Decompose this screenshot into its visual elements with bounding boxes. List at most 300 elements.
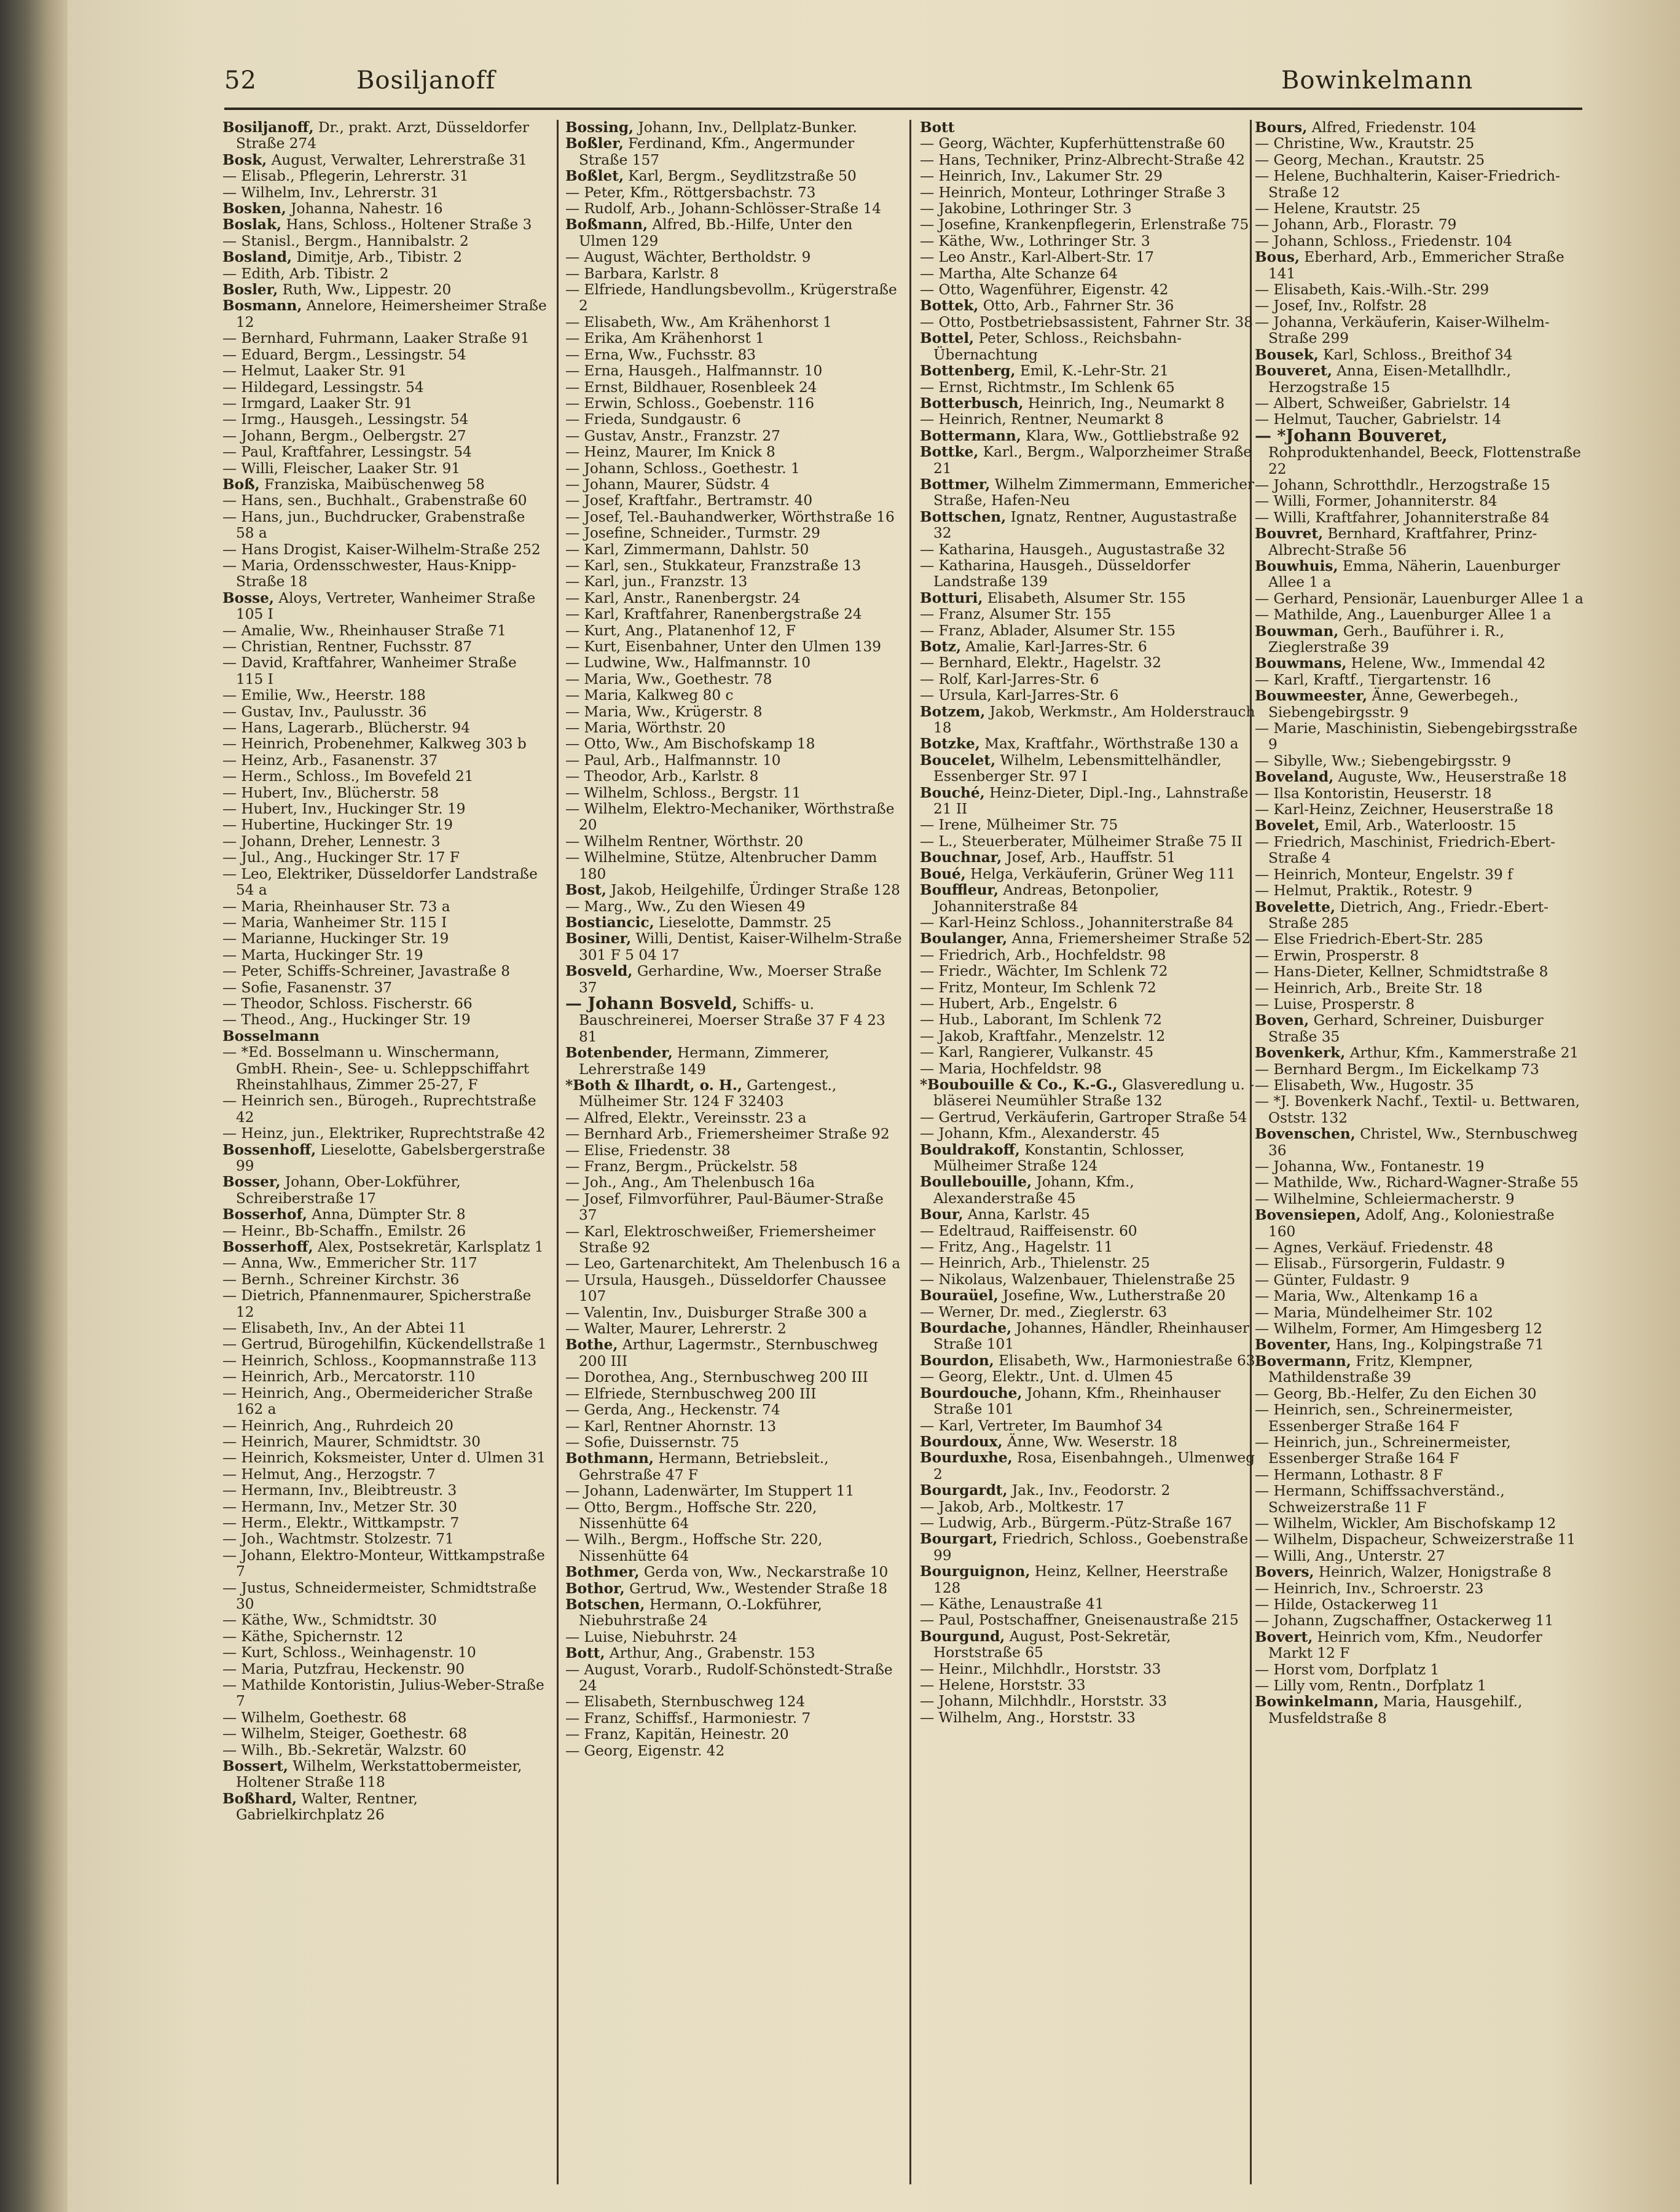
entry-details: — Dietrich, Pfannenmaurer, Spicherstraße 12 xyxy=(222,1287,532,1320)
entry-surname: Boßlet, xyxy=(565,168,624,185)
directory-entry xyxy=(920,1629,1257,1661)
directory-entry xyxy=(1255,948,1584,964)
directory-entry xyxy=(1255,834,1584,867)
directory-entry xyxy=(1255,1354,1584,1386)
column-divider xyxy=(557,120,559,2184)
directory-entry xyxy=(920,298,1257,314)
directory-entry xyxy=(222,1467,547,1483)
entry-details: Emil, Arb., Waterloostr. 15 xyxy=(1319,817,1517,834)
entry-details: Christel, Ww., Sternbuschweg 36 xyxy=(1268,1126,1578,1159)
directory-entry xyxy=(920,1418,1257,1434)
directory-entry xyxy=(222,915,547,931)
entry-details: — Wilh., Bergm., Hoffsche Str. 220, Nissenhütte 64 xyxy=(565,1531,823,1564)
entry-details: — Alfred, Elektr., Vereinsstr. 23 a xyxy=(565,1109,807,1126)
book-spine-shadow xyxy=(0,0,68,2212)
entry-surname: Bosiner, xyxy=(565,930,632,947)
directory-entry xyxy=(920,931,1257,947)
entry-details: Konstantin, Schlosser, Mülheimer Straße 124 xyxy=(933,1141,1185,1174)
entry-details: — Gerhard, Pensionär, Lauenburger Allee 1 a xyxy=(1255,590,1584,607)
directory-entry xyxy=(222,996,547,1012)
entry-details: — Theodor, Arb., Karlstr. 8 xyxy=(565,768,759,785)
entry-surname: Bottke, xyxy=(920,444,979,461)
entry-details: — Elisab., Fürsorgerin, Fuldastr. 9 xyxy=(1255,1255,1505,1273)
entry-details: — Franz, Kapitän, Heinestr. 20 xyxy=(565,1726,789,1743)
entry-details: August, Post-Sekretär, Horststraße 65 xyxy=(933,1628,1171,1661)
directory-entry xyxy=(920,168,1257,184)
directory-entry xyxy=(565,996,903,1045)
directory-entry xyxy=(920,1077,1257,1110)
entry-details: — Hans, jun., Buchdrucker, Grabenstraße 58 a xyxy=(222,508,525,542)
directory-entry xyxy=(565,639,903,655)
directory-entry xyxy=(1255,1045,1584,1061)
entry-surname: Bott, xyxy=(565,1645,605,1662)
entry-details: — Irmg., Hausgeh., Lessingstr. 54 xyxy=(222,411,469,428)
directory-entry xyxy=(565,623,903,639)
entry-surname: Bouchnar, xyxy=(920,849,1002,866)
directory-entry xyxy=(1255,168,1584,201)
directory-entry xyxy=(920,704,1257,737)
directory-entry xyxy=(222,980,547,996)
entry-surname: Bour, xyxy=(920,1206,964,1223)
entry-details: — Lilly vom, Rentn., Dorfplatz 1 xyxy=(1255,1677,1486,1694)
directory-entry xyxy=(565,1564,903,1580)
directory-entry xyxy=(565,1175,903,1191)
directory-entry xyxy=(1255,1191,1584,1207)
directory-entry xyxy=(1255,1337,1584,1353)
directory-entry xyxy=(920,639,1257,655)
entry-details: — Peter, Kfm., Röttgersbachstr. 73 xyxy=(565,184,816,201)
entry-details: Willi, Dentist, Kaiser-Wilhelm-Straße 301 F 5 04 17 xyxy=(579,930,902,963)
entry-details: — Georg, Bb.-Helfer, Zu den Eichen 30 xyxy=(1255,1385,1537,1402)
directory-entry xyxy=(920,1661,1257,1677)
entry-details: — Maria, Mündelheimer Str. 102 xyxy=(1255,1304,1493,1321)
entry-details: — Christine, Ww., Krautstr. 25 xyxy=(1255,135,1475,152)
directory-entry xyxy=(1255,347,1584,363)
directory-entry xyxy=(1255,1126,1584,1159)
directory-entry xyxy=(920,396,1257,412)
entry-surname: Bouwmans, xyxy=(1255,655,1347,672)
directory-entry xyxy=(565,769,903,785)
entry-details: Auguste, Ww., Heuserstraße 18 xyxy=(1333,769,1567,786)
entry-surname: Bourgund, xyxy=(920,1628,1005,1645)
entry-surname: Bovert, xyxy=(1255,1628,1313,1645)
directory-entry xyxy=(222,1629,547,1645)
entry-details: — Johanna, Ww., Fontanestr. 19 xyxy=(1255,1158,1485,1175)
directory-entry xyxy=(1255,1305,1584,1321)
directory-entry xyxy=(565,1386,903,1402)
entry-details: — Heinrich, Maurer, Schmidtstr. 30 xyxy=(222,1433,481,1450)
directory-entry xyxy=(565,688,903,704)
directory-entry xyxy=(565,672,903,688)
entry-details: — Karl, Elektroschweißer, Friemersheimer Straße 92 xyxy=(565,1223,876,1257)
entry-details: — Sibylle, Ww.; Siebengebirgsstr. 9 xyxy=(1255,752,1511,769)
entry-details: — Elisabeth, Ww., Am Krähenhorst 1 xyxy=(565,313,832,331)
entry-details: — Gertrud, Verkäuferin, Gartroper Straße 54 xyxy=(920,1108,1247,1126)
entry-details: — Maria, Wanheimer Str. 115 I xyxy=(222,914,447,931)
entry-details: Hermann, Zimmerer, Lehrerstraße 149 xyxy=(579,1045,830,1078)
directory-entry xyxy=(222,493,547,509)
directory-entry xyxy=(565,120,903,136)
directory-entry xyxy=(1255,1548,1584,1564)
entry-details: — Katharina, Hausgeh., Augustastraße 32 xyxy=(920,541,1225,558)
entry-details: — Wilh., Bb.-Sekretär, Walzstr. 60 xyxy=(222,1741,467,1759)
directory-entry xyxy=(1255,510,1584,526)
entry-details: — Maria, Ww., Goethestr. 78 xyxy=(565,670,772,688)
entry-details: — Johann, Kfm., Alexanderstr. 45 xyxy=(920,1125,1160,1142)
entry-surname: Bosserhof, xyxy=(222,1206,308,1223)
directory-entry xyxy=(920,477,1257,509)
entry-details: — Gustav, Anstr., Franzstr. 27 xyxy=(565,427,780,444)
entry-surname: Botzke, xyxy=(920,735,980,753)
entry-details: Fritz, Klempner, Mathildenstraße 39 xyxy=(1268,1352,1473,1386)
directory-entry xyxy=(565,1370,903,1386)
entry-details: Walter, Rentner, Gabrielkirchplatz 26 xyxy=(236,1790,418,1824)
entry-details: — *Ed. Bosselmann u. Winschermann, GmbH. Rhein-, See- u. Schleppschiffahrt Rheinstahlhaus, Zimmer 25-27, F xyxy=(222,1044,530,1093)
entry-details: — Wilhelmine, Stütze, Altenbrucher Damm 180 xyxy=(565,849,877,882)
directory-entry xyxy=(1255,298,1584,314)
entry-details: — Erna, Ww., Fuchsstr. 83 xyxy=(565,346,756,363)
entry-details: Wilhelm, Lebensmittelhändler, Essenberger Str. 97 I xyxy=(933,751,1222,785)
entry-details: — Hubert, Inv., Huckinger Str. 19 xyxy=(222,801,466,818)
entry-details: — Albert, Schweißer, Gabrielstr. 14 xyxy=(1255,394,1511,412)
directory-entry xyxy=(1255,559,1584,591)
entry-details: — Mathilde, Ang., Lauenburger Allee 1 a xyxy=(1255,606,1552,624)
entry-details: — Heinz, jun., Elektriker, Ruprechtstraße 42 xyxy=(222,1125,546,1142)
directory-entry xyxy=(1255,1062,1584,1078)
directory-entry xyxy=(222,623,547,639)
entry-details: — Ernst, Richtmstr., Im Schlenk 65 xyxy=(920,378,1175,396)
directory-entry xyxy=(920,590,1257,606)
directory-entry xyxy=(222,1012,547,1028)
entry-details: — Günter, Fuldastr. 9 xyxy=(1255,1271,1410,1288)
entry-details: Karl., Bergm., Walporzheimer Straße 21 xyxy=(933,444,1252,477)
entry-details: — Georg, Mechan., Krautstr. 25 xyxy=(1255,151,1485,168)
entry-details: — Helene, Horststr. 33 xyxy=(920,1677,1086,1693)
directory-entry xyxy=(1255,867,1584,883)
entry-details: — Luise, Prosperstr. 8 xyxy=(1255,995,1415,1013)
directory-entry xyxy=(565,899,903,915)
directory-entry xyxy=(920,655,1257,671)
directory-entry xyxy=(920,1450,1257,1483)
directory-entry xyxy=(1255,721,1584,753)
directory-entry xyxy=(1255,526,1584,559)
entry-surname: Boué, xyxy=(920,865,966,882)
entry-surname: Boulanger, xyxy=(920,930,1008,947)
entry-details: — August, Wächter, Bertholdstr. 9 xyxy=(565,249,811,266)
entry-details: — Franz, Ablader, Alsumer Str. 155 xyxy=(920,622,1176,639)
entry-details: — Elisabeth, Inv., An der Abtei 11 xyxy=(222,1320,467,1337)
directory-entry xyxy=(222,185,547,201)
entry-details: Johann, Kfm., Rheinhauser Straße 101 xyxy=(933,1384,1221,1418)
directory-entry xyxy=(1255,1402,1584,1435)
entry-details: Alex, Postsekretär, Karlsplatz 1 xyxy=(313,1239,544,1256)
entry-details: — Erwin, Prosperstr. 8 xyxy=(1255,947,1419,964)
directory-entry xyxy=(1255,997,1584,1013)
entry-details: — Barbara, Karlstr. 8 xyxy=(565,265,719,282)
entry-surname: Boullebouille, xyxy=(920,1174,1032,1191)
entry-details: — Walter, Maurer, Lehrerstr. 2 xyxy=(565,1320,787,1338)
entry-details: Anna, Dümpter Str. 8 xyxy=(307,1206,466,1223)
entry-details: Maria, Hausgehilf., Musfeldstraße 8 xyxy=(1268,1693,1523,1727)
entry-details: — Leo, Elektriker, Düsseldorfer Landstraße 54 a xyxy=(222,865,538,899)
entry-details: — Ursula, Karl-Jarres-Str. 6 xyxy=(920,687,1119,704)
entry-details: — Käthe, Ww., Lothringer Str. 3 xyxy=(920,232,1150,249)
directory-entry xyxy=(222,947,547,963)
directory-entry xyxy=(565,1256,903,1272)
entry-surname: Bourdouche, xyxy=(920,1384,1023,1402)
directory-entry xyxy=(920,185,1257,201)
entry-surname: Botschen, xyxy=(565,1596,645,1613)
entry-details: — Hans-Dieter, Kellner, Schmidtstraße 8 xyxy=(1255,963,1549,981)
entry-surname: Bosveld, xyxy=(565,963,633,980)
directory-entry xyxy=(565,249,903,265)
entry-details: — Karl, Rangierer, Vulkanstr. 45 xyxy=(920,1044,1154,1061)
directory-entry xyxy=(565,1662,903,1695)
directory-entry xyxy=(920,1320,1257,1353)
entry-details: — Willi, Former, Johanniterstr. 84 xyxy=(1255,493,1497,510)
directory-entry xyxy=(222,1418,547,1434)
entry-surname: Bourdon, xyxy=(920,1352,994,1369)
entry-surname: Bottmer, xyxy=(920,476,991,493)
entry-details: Rosa, Eisenbahngeh., Ulmenweg 2 xyxy=(933,1449,1255,1483)
entry-details: — Gustav, Inv., Paulusstr. 36 xyxy=(222,703,427,720)
entry-details: Ruth, Ww., Lippestr. 20 xyxy=(278,281,452,299)
directory-entry xyxy=(565,1402,903,1418)
directory-entry xyxy=(222,396,547,412)
directory-entry xyxy=(565,1451,903,1483)
entry-surname: Bouché, xyxy=(920,784,985,801)
directory-entry xyxy=(1255,1564,1584,1580)
entry-details: — Stanisl., Bergm., Hannibalstr. 2 xyxy=(222,232,469,249)
entry-details: Johanna, Nahestr. 16 xyxy=(286,200,443,218)
directory-entry xyxy=(920,509,1257,542)
directory-entry xyxy=(1255,1435,1584,1467)
entry-surname: Boucelet, xyxy=(920,751,996,769)
entry-details: — Franz, Alsumer Str. 155 xyxy=(920,606,1112,623)
directory-entry xyxy=(222,1126,547,1142)
entry-details: — Maria, Ww., Altenkamp 16 a xyxy=(1255,1288,1478,1305)
entry-surname: Bossert, xyxy=(222,1758,288,1775)
page-number: 52 xyxy=(224,66,257,95)
entry-surname: Bovelette, xyxy=(1255,898,1336,916)
entry-details: Eberhard, Arb., Emmericher Straße 141 xyxy=(1268,249,1564,282)
directory-entry xyxy=(1255,1013,1584,1045)
entry-details: — Maria, Ww., Krügerstr. 8 xyxy=(565,703,763,720)
entry-details: Karl, Bergm., Seydlitzstraße 50 xyxy=(624,168,857,185)
directory-entry xyxy=(565,542,903,558)
entry-details: — Anna, Ww., Emmericher Str. 117 xyxy=(222,1255,477,1272)
entry-details: — Wilhelm, Ang., Horststr. 33 xyxy=(920,1709,1136,1726)
entry-surname: Bouffleur, xyxy=(920,882,999,899)
entry-surname: Bossing, xyxy=(565,120,634,136)
entry-details: — Marie, Maschinistin, Siebengebirgsstraße 9 xyxy=(1255,720,1578,753)
entry-surname: Boven, xyxy=(1255,1012,1309,1029)
directory-entry xyxy=(222,1499,547,1515)
directory-entry xyxy=(565,509,903,525)
entry-details: — Wilhelm, Goethestr. 68 xyxy=(222,1709,407,1726)
column-divider xyxy=(909,120,911,2184)
directory-column-4 xyxy=(1255,120,1584,2190)
entry-surname: Bouldrakoff, xyxy=(920,1141,1020,1158)
entry-details: — Hubertine, Huckinger Str. 19 xyxy=(222,817,453,834)
directory-entry xyxy=(222,704,547,720)
entry-details: — Heinrich, Koksmeister, Unter d. Ulmen 31 xyxy=(222,1449,546,1467)
entry-details: Arthur, Lagermstr., Sternbuschweg 200 III xyxy=(579,1336,878,1370)
directory-entry xyxy=(222,850,547,866)
directory-entry xyxy=(222,1369,547,1385)
entry-details: — Helmut, Taucher, Gabrielstr. 14 xyxy=(1255,411,1502,428)
directory-entry xyxy=(920,136,1257,152)
entry-details: — Eduard, Bergm., Lessingstr. 54 xyxy=(222,346,466,363)
entry-details: — Hermann, Inv., Metzer Str. 30 xyxy=(222,1498,457,1515)
directory-entry xyxy=(1255,802,1584,818)
entry-details: — Peter, Schiffs-Schreiner, Javastraße 8 xyxy=(222,963,511,980)
directory-entry xyxy=(920,1515,1257,1531)
directory-entry xyxy=(565,915,903,931)
directory-entry xyxy=(565,1273,903,1305)
directory-entry xyxy=(920,1142,1257,1175)
entry-details: — Werner, Dr. med., Zieglerstr. 63 xyxy=(920,1303,1168,1320)
entry-details: Hermann, Betriebsleit., Gehrstraße 47 F xyxy=(579,1450,829,1483)
entry-details: — Heinrich, Rentner, Neumarkt 8 xyxy=(920,411,1164,428)
entry-details: — Otto, Postbetriebsassistent, Fahrner Str. 38 xyxy=(920,313,1254,331)
directory-entry xyxy=(222,1223,547,1239)
directory-entry xyxy=(920,428,1257,444)
entry-details: — Otto, Ww., Am Bischofskamp 18 xyxy=(565,735,815,753)
directory-entry xyxy=(920,1531,1257,1564)
directory-entry xyxy=(565,1419,903,1435)
entry-details: Jak., Inv., Feodorstr. 2 xyxy=(1007,1482,1171,1499)
entry-details: — Erna, Hausgeh., Halfmannstr. 10 xyxy=(565,363,823,380)
directory-entry xyxy=(222,1743,547,1759)
entry-surname: Bosse, xyxy=(222,589,274,606)
directory-entry xyxy=(920,1369,1257,1385)
directory-entry xyxy=(565,574,903,590)
directory-entry xyxy=(1255,883,1584,899)
directory-entry xyxy=(565,931,903,963)
entry-details: August, Verwalter, Lehrerstraße 31 xyxy=(267,151,528,168)
directory-entry xyxy=(222,120,547,152)
directory-entry xyxy=(920,1483,1257,1499)
directory-entry xyxy=(920,1045,1257,1061)
directory-entry xyxy=(1255,396,1584,412)
entry-details: — Valentin, Inv., Duisburger Straße 300 a xyxy=(565,1304,867,1321)
directory-entry xyxy=(565,720,903,736)
entry-details: — Wilhelm, Inv., Lehrerstr. 31 xyxy=(222,184,439,201)
directory-entry xyxy=(565,1743,903,1759)
entry-details: — Heinrich, Arb., Breite Str. 18 xyxy=(1255,979,1483,997)
entry-details: — Georg, Wächter, Kupferhüttenstraße 60 xyxy=(920,135,1225,152)
entry-details: — Joh., Ang., Am Thelenbusch 16a xyxy=(565,1174,815,1191)
entry-details: — Georg, Elektr., Unt. d. Ulmen 45 xyxy=(920,1368,1174,1386)
directory-entry xyxy=(565,1110,903,1126)
entry-surname: Bovelet, xyxy=(1255,817,1320,834)
directory-entry xyxy=(222,1320,547,1336)
header-left-guideword: Bosiljanoff xyxy=(356,66,496,95)
entry-details: — Sofie, Fasanenstr. 37 xyxy=(222,979,392,996)
directory-entry xyxy=(1255,1597,1584,1613)
entry-surname: Bourduxhe, xyxy=(920,1449,1013,1467)
entry-details: Gerhardine, Ww., Moerser Straße 37 xyxy=(579,963,882,996)
directory-entry xyxy=(222,688,547,704)
directory-entry xyxy=(565,1126,903,1142)
entry-details: — Fritz, Monteur, Im Schlenk 72 xyxy=(920,979,1156,996)
entry-surname: Boßmann, xyxy=(565,216,648,233)
entry-details: — Fritz, Ang., Hagelstr. 11 xyxy=(920,1239,1113,1256)
entry-details: — Edeltraud, Raiffeisenstr. 60 xyxy=(920,1222,1137,1239)
directory-entry xyxy=(565,882,903,898)
directory-entry xyxy=(222,1045,547,1093)
entry-details: — Marg., Ww., Zu den Wiesen 49 xyxy=(565,898,806,915)
entry-details: — Bernh., Schreiner Kirchstr. 36 xyxy=(222,1271,460,1288)
entry-surname: Boßler, xyxy=(565,135,624,152)
entry-details: Emma, Näherin, Lauenburger Allee 1 a xyxy=(1268,557,1560,591)
entry-details: — Johann, Schloss., Goethestr. 1 xyxy=(565,460,800,477)
directory-entry xyxy=(222,1548,547,1580)
entry-details: — Bernhard, Elektr., Hagelstr. 32 xyxy=(920,654,1161,672)
entry-details: Änne, Ww. Weserstr. 18 xyxy=(1002,1433,1178,1450)
entry-details: Emil, K.-Lehr-Str. 21 xyxy=(1015,363,1169,380)
directory-entry xyxy=(1255,769,1584,785)
entry-details: — Ilsa Kontoristin, Heuserstr. 18 xyxy=(1255,785,1492,802)
entry-details: — Marta, Huckinger Str. 19 xyxy=(222,946,423,963)
directory-entry xyxy=(1255,1483,1584,1516)
directory-entry xyxy=(222,1710,547,1726)
entry-details: — Johann, Dreher, Lennestr. 3 xyxy=(222,833,441,850)
directory-entry xyxy=(920,1174,1257,1207)
directory-entry xyxy=(920,282,1257,298)
entry-details: Alfred, Friedenstr. 104 xyxy=(1307,120,1477,136)
entry-details: — Johanna, Verkäuferin, Kaiser-Wilhelm-Straße 299 xyxy=(1255,313,1550,347)
entry-details: — Heinz, Maurer, Im Knick 8 xyxy=(565,444,775,461)
entry-details: — Hans Drogist, Kaiser-Wilhelm-Straße 252 xyxy=(222,541,541,558)
entry-details: Max, Kraftfahr., Wörthstraße 130 a xyxy=(979,735,1239,753)
entry-surname: — *Johann Bouveret, xyxy=(1255,426,1448,445)
entry-surname: Bous, xyxy=(1255,249,1300,266)
directory-entry xyxy=(1255,1678,1584,1694)
entry-surname: Bottenberg, xyxy=(920,363,1016,380)
directory-entry xyxy=(920,266,1257,282)
directory-entry xyxy=(920,1386,1257,1418)
directory-entry xyxy=(1255,1516,1584,1532)
entry-details: Franziska, Maibüschenweg 58 xyxy=(259,476,485,493)
entry-details: Wilhelm Zimmermann, Emmericher Straße, Hafen-Neu xyxy=(933,476,1255,509)
entry-details: — Franz, Schiffsf., Harmoniestr. 7 xyxy=(565,1709,811,1727)
directory-entry xyxy=(1255,201,1584,217)
entry-details: Andreas, Betonpolier, Johanniterstraße 84 xyxy=(933,882,1160,915)
entry-details: — Josef, Filmvorführer, Paul-Bäumer-Straße 37 xyxy=(565,1190,884,1224)
directory-entry xyxy=(222,1434,547,1450)
entry-details: — Ursula, Hausgeh., Düsseldorfer Chaussee 107 xyxy=(565,1271,887,1305)
entry-surname: Boßhard, xyxy=(222,1790,297,1807)
entry-details: Dimitje, Arb., Tibistr. 2 xyxy=(292,249,463,266)
directory-entry xyxy=(222,1450,547,1466)
directory-entry xyxy=(920,249,1257,265)
entry-details: — Amalie, Ww., Rheinhauser Straße 71 xyxy=(222,622,506,639)
entry-details: — Willi, Ang., Unterstr. 27 xyxy=(1255,1547,1445,1564)
directory-entry xyxy=(565,1191,903,1224)
directory-entry xyxy=(565,1630,903,1645)
entry-details: — Kurt, Eisenbahner, Unter den Ulmen 139 xyxy=(565,638,881,655)
entry-details: — Edith, Arb. Tibistr. 2 xyxy=(222,265,389,282)
directory-entry xyxy=(565,655,903,671)
entry-details: — Hans, Lagerarb., Blücherstr. 94 xyxy=(222,720,471,737)
entry-details: — Wilhelm, Elektro-Mechaniker, Wörthstraße 20 xyxy=(565,801,895,834)
directory-entry xyxy=(565,1483,903,1499)
entry-details: — Heinrich, Arb., Thielenstr. 25 xyxy=(920,1255,1150,1272)
entry-details: Anna, Karlstr. 45 xyxy=(963,1206,1090,1223)
directory-entry xyxy=(1255,1581,1584,1597)
